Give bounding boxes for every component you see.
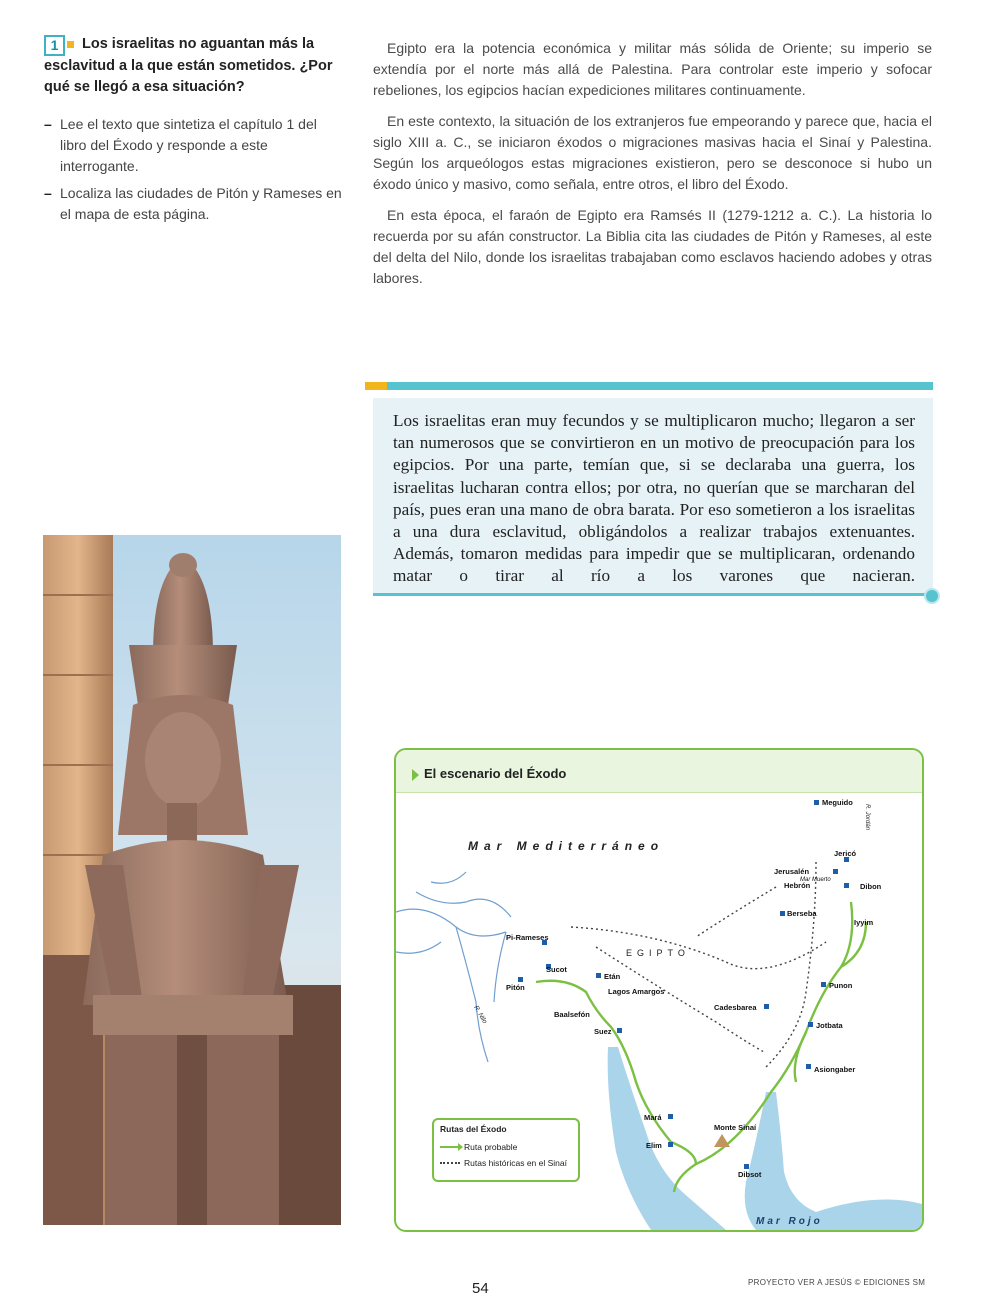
map-title-arrow-icon xyxy=(412,769,419,781)
activity-number: 1 xyxy=(44,35,65,56)
label-jotbata: Jotbata xyxy=(816,1021,843,1030)
label-punon: Punon xyxy=(829,981,853,990)
label-red-sea: Mar Rojo xyxy=(756,1216,823,1227)
quote-accent xyxy=(365,382,387,390)
label-dead-sea: Mar Muerto xyxy=(800,877,831,883)
legend-title: Rutas del Éxodo xyxy=(440,1124,507,1134)
label-iyyim: Iyyim xyxy=(854,918,874,927)
mountain-icon xyxy=(714,1134,730,1147)
label-piton: Pitón xyxy=(506,983,525,992)
activity-marker-icon xyxy=(67,41,74,48)
activity-item: – Localiza las ciudades de Pitón y Rameses en el mapa de esta página. xyxy=(44,183,344,225)
legend-row-historic xyxy=(440,1158,572,1168)
activity-list xyxy=(44,114,344,225)
legend-historic-label: Rutas históricas en el Sinaí xyxy=(464,1158,567,1168)
nile-delta xyxy=(396,872,511,1062)
label-jerusalen: Jerusalén xyxy=(774,867,810,876)
label-baalsefon: Baalsefón xyxy=(554,1010,590,1019)
label-nile: R. Nilo xyxy=(472,1004,489,1025)
label-dibsot: Dibsot xyxy=(738,1170,762,1179)
label-jordan: R. Jordán xyxy=(864,804,870,831)
label-mara: Mará xyxy=(644,1113,662,1122)
probable-route xyxy=(536,902,866,1192)
place-markers xyxy=(518,800,849,1169)
label-meguido: Meguido xyxy=(822,798,853,807)
body-paragraph: En esta época, el faraón de Egipto era Ramsés II (1279-1212 a. C.). La historia lo recuerda por su afán constructor. La Biblia cita las ciudades de Pitón y Rameses, al este del delta del Nilo, donde los israelitas trabajaban como esclavos haciendo adobes y otras labores. xyxy=(373,207,932,286)
label-etan: Etán xyxy=(604,972,621,981)
label-cadesbarea: Cadesbarea xyxy=(714,1003,757,1012)
label-dibon: Dibon xyxy=(860,882,882,891)
label-mediterranean: Mar Mediterráneo xyxy=(468,839,665,853)
activity-question: Los israelitas no aguantan más la esclavitud a la que están sometidos. ¿Por qué se llegó a esa situación? xyxy=(44,36,333,95)
historic-routes xyxy=(571,862,826,1067)
label-pi-rameses: Pi-Rameses xyxy=(506,933,549,942)
label-sucot: Sucot xyxy=(546,965,567,974)
body-text xyxy=(373,38,932,299)
body-paragraph: En este contexto, la situación de los extranjeros fue empeorando y parece que, hacia el siglo XIII a. C., se iniciaron éxodos o migraciones masivas hacia el Sinaí y Palestina. Según los arqueólogos estas migraciones existieron, pero se desconoce si hubo un éxodo único y masivo, como señala, entre otros, el libro del Éxodo. xyxy=(373,113,932,192)
gulf-of-aqaba xyxy=(745,1092,922,1230)
legend-route-label: Ruta probable xyxy=(464,1142,518,1152)
quote-end-dot-icon xyxy=(924,588,940,604)
label-asiongaber: Asiongaber xyxy=(814,1065,856,1074)
route-arrow-icon xyxy=(440,1146,460,1148)
map-title: El escenario del Éxodo xyxy=(424,766,567,781)
legend-row-route xyxy=(440,1142,572,1152)
activity-heading xyxy=(44,34,344,98)
quote-top-bar xyxy=(365,382,933,390)
label-berseba: Berseba xyxy=(787,909,817,918)
activity-item: – Lee el texto que sintetiza el capítulo 1 del libro del Éxodo y responde a este interrogante. xyxy=(44,114,344,177)
label-monte-sinai: Monte Sinaí xyxy=(714,1123,757,1132)
map-legend xyxy=(432,1118,580,1182)
bible-quote-box xyxy=(373,398,933,596)
ramses-statue-photo xyxy=(43,535,341,1225)
label-egypt: EGIPTO xyxy=(626,948,690,958)
label-elim: Elim xyxy=(646,1141,662,1150)
exodus-map xyxy=(394,748,924,1232)
label-hebron: Hebrón xyxy=(784,881,811,890)
page-footer: PROYECTO VER A JESÚS © EDICIONES SM xyxy=(748,1278,926,1287)
label-jerico: Jericó xyxy=(834,849,857,858)
bible-quote-text: Los israelitas eran muy fecundos y se multiplicaron mucho; llegaron a ser tan numerosos que se convirtieron en un motivo de preocupación para los egipcios. Por una parte, temían que, si se declaraba una guerra, los israelitas lucharan contra ellos; por otra, no querían que se marcharan del país, pues eran una mano de obra barata. Por eso sometieron a los israelitas a una dura esclavitud, obligándolos a realizar trabajos extenuantes. Además, tomaron medidas para impedir que se multiplicaran, ordenando matar o tirar al río a los varones que nacieran. xyxy=(393,411,915,586)
activity-box xyxy=(44,34,344,231)
page-number: 54 xyxy=(472,1280,489,1297)
body-paragraph: Egipto era la potencia económica y militar más sólida de Oriente; su imperio se extendía por el norte más allá de Palestina. Para controlar este imperio y sofocar rebeliones, los egipcios hacían expediciones militares continuamente. xyxy=(373,40,932,98)
label-suez: Suez xyxy=(594,1027,612,1036)
label-lagos-amargos: Lagos Amargos xyxy=(608,987,665,996)
dotted-line-icon xyxy=(440,1162,460,1164)
